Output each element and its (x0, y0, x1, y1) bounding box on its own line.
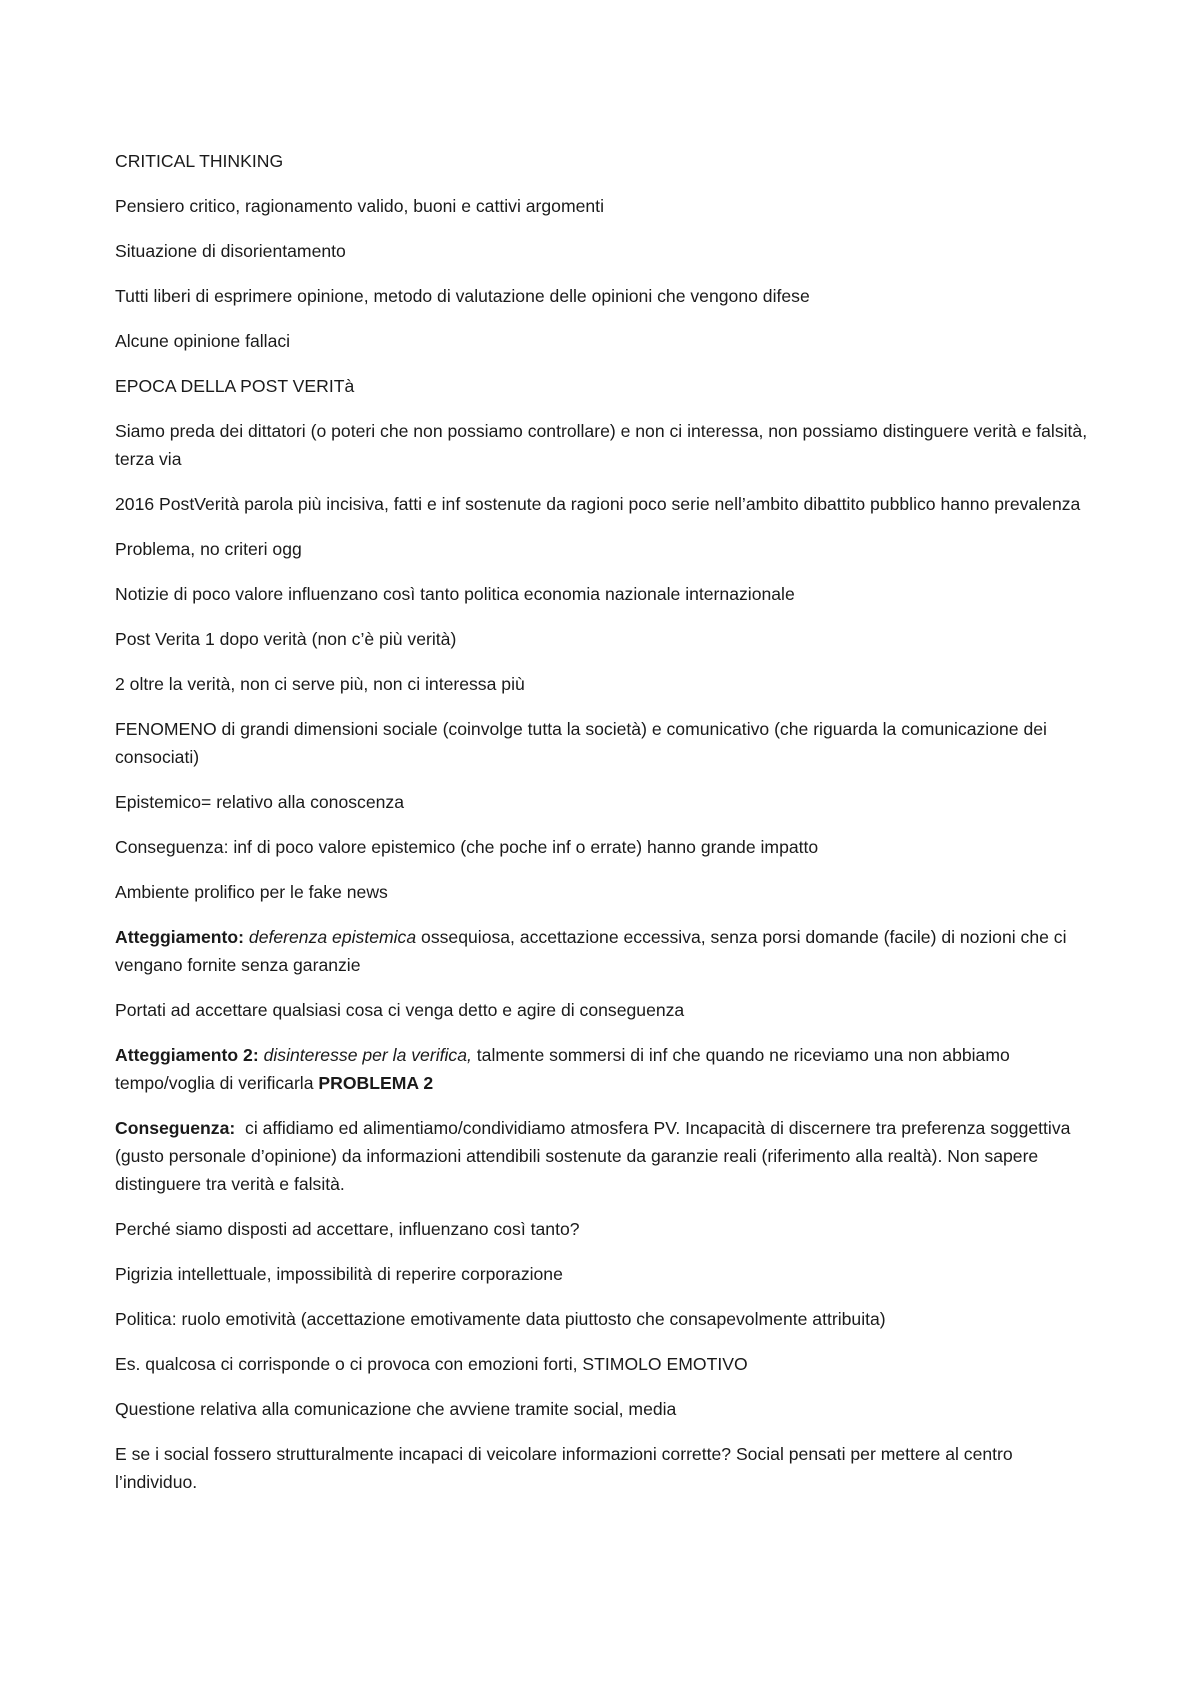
paragraph: Pensiero critico, ragionamento valido, buoni e cattivi argomenti (115, 196, 604, 216)
paragraph: Portati ad accettare qualsiasi cosa ci venga detto e agire di conseguenza (115, 1000, 685, 1020)
paragraph: Perché siamo disposti ad accettare, influenzano così tanto? (115, 1219, 580, 1239)
paragraph: Post Verita 1 dopo verità (non c’è più verità) (115, 629, 457, 649)
document-body (115, 147, 1095, 1513)
conseguenza-label: Conseguenza: (115, 1118, 236, 1138)
paragraph: Problema, no criteri ogg (115, 539, 302, 559)
conseguenza-text: ci affidiamo ed alimentiamo/condividiamo atmosfera PV. Incapacità di discernere tra preferenza soggettiva (gusto personale d’opinione) da informazioni attendibili sostenute da garanzie reali (riferimento alla realtà). Non sapere distinguere tra verità e falsità. (115, 1118, 1071, 1194)
atteggiamento-paragraph (115, 923, 1095, 979)
atteggiamento2-italic: disinteresse per la verifica, (263, 1045, 472, 1065)
paragraph: Situazione di disorientamento (115, 241, 346, 261)
paragraph: E se i social fossero strutturalmente incapaci di veicolare informazioni corrette? Social pensati per mettere al centro l’individuo. (115, 1444, 1013, 1492)
paragraph: Pigrizia intellettuale, impossibilità di reperire corporazione (115, 1264, 563, 1284)
paragraph: Tutti liberi di esprimere opinione, metodo di valutazione delle opinioni che vengono difese (115, 286, 810, 306)
paragraph: Notizie di poco valore influenzano così tanto politica economia nazionale internazionale (115, 584, 795, 604)
atteggiamento2-label: Atteggiamento 2: (115, 1045, 259, 1065)
problema2-label: PROBLEMA 2 (318, 1073, 434, 1093)
atteggiamento-label: Atteggiamento: (115, 927, 245, 947)
atteggiamento-text: ossequiosa, accettazione eccessiva, senza porsi domande (facile) di nozioni che ci vengano fornite senza garanzie (115, 927, 1067, 975)
paragraph: 2016 PostVerità parola più incisiva, fatti e inf sostenute da ragioni poco serie nell’ambito dibattito pubblico hanno prevalenza (115, 494, 1081, 514)
paragraph: Politica: ruolo emotività (accettazione emotivamente data piuttosto che consapevolmente attribuita) (115, 1309, 886, 1329)
paragraph: Epistemico= relativo alla conoscenza (115, 792, 404, 812)
paragraph: Questione relativa alla comunicazione che avviene tramite social, media (115, 1399, 677, 1419)
document-title: CRITICAL THINKING (115, 151, 284, 171)
atteggiamento2-paragraph (115, 1041, 1095, 1097)
paragraph: Conseguenza: inf di poco valore epistemico (che poche inf o errate) hanno grande impatto (115, 837, 819, 857)
paragraph: Es. qualcosa ci corrisponde o ci provoca con emozioni forti, STIMOLO EMOTIVO (115, 1354, 748, 1374)
paragraph: FENOMENO di grandi dimensioni sociale (coinvolge tutta la società) e comunicativo (che riguarda la comunicazione dei consociati) (115, 719, 1047, 767)
paragraph: Ambiente prolifico per le fake news (115, 882, 388, 902)
section-heading: EPOCA DELLA POST VERITà (115, 376, 355, 396)
paragraph: Siamo preda dei dittatori (o poteri che non possiamo controllare) e non ci interessa, non possiamo distinguere verità e falsità, terza via (115, 421, 1088, 469)
atteggiamento2-text: talmente sommersi di inf che quando ne riceviamo una non abbiamo tempo/voglia di verificarla (115, 1045, 1010, 1093)
atteggiamento-italic: deferenza epistemica (248, 927, 417, 947)
paragraph: 2 oltre la verità, non ci serve più, non ci interessa più (115, 674, 525, 694)
paragraph: Alcune opinione fallaci (115, 331, 291, 351)
conseguenza-paragraph (115, 1114, 1095, 1198)
